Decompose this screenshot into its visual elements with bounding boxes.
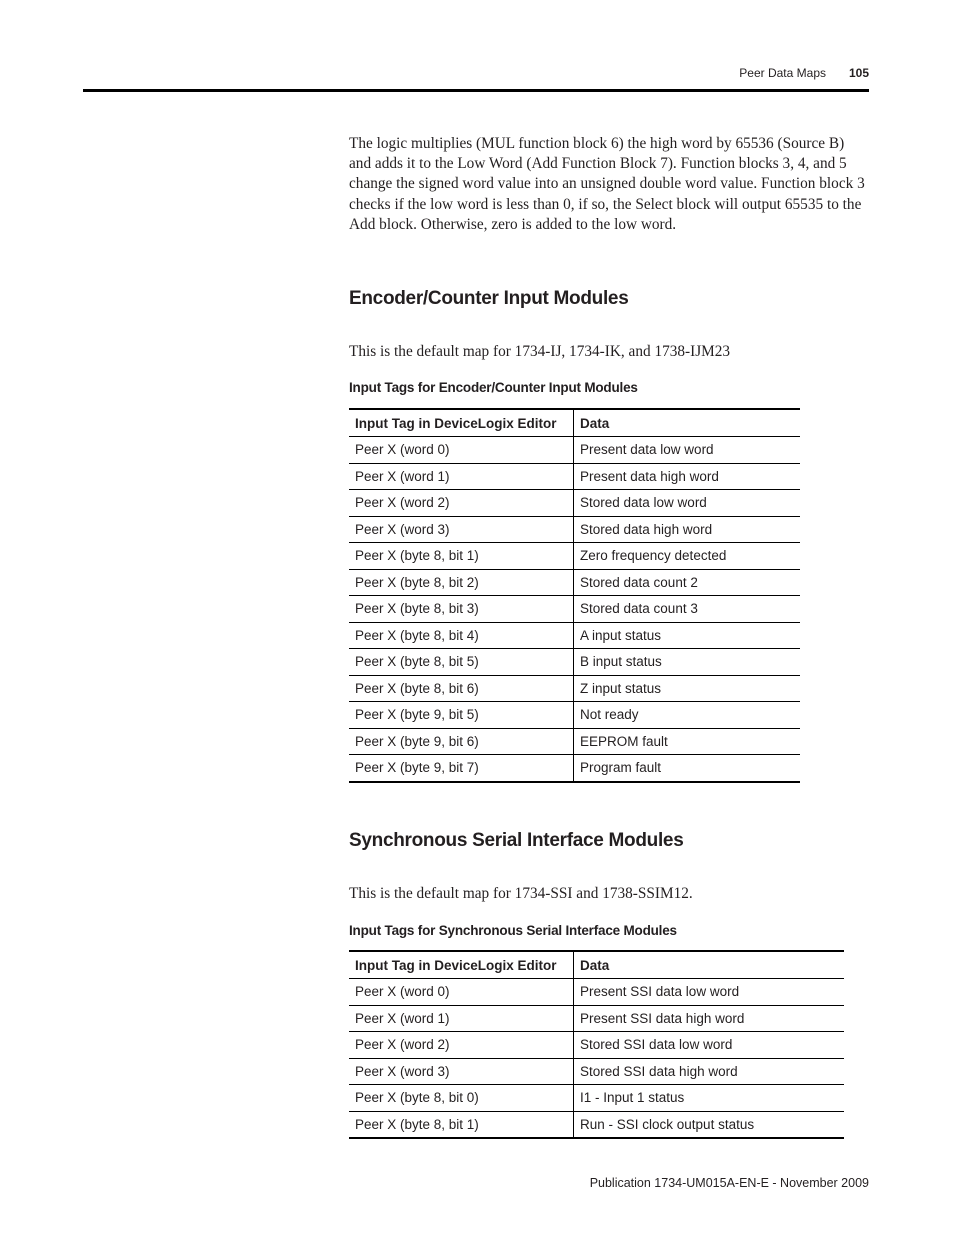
page-header — [83, 66, 869, 90]
table-row — [349, 1032, 844, 1059]
encoder-table — [349, 408, 800, 783]
data-cell: Z input status — [574, 675, 801, 702]
input-tag-cell: Peer X (word 3) — [349, 1058, 574, 1085]
table-row — [349, 596, 800, 623]
encoder-table-body — [349, 437, 800, 782]
data-cell: Program fault — [574, 755, 801, 782]
data-cell: B input status — [574, 649, 801, 676]
table-row — [349, 437, 800, 464]
table-row — [349, 516, 800, 543]
data-cell: Run - SSI clock output status — [574, 1111, 845, 1138]
data-cell: Stored data count 3 — [574, 596, 801, 623]
data-cell: Present SSI data high word — [574, 1005, 845, 1032]
data-cell: Present SSI data low word — [574, 979, 845, 1006]
table-row — [349, 728, 800, 755]
table-row — [349, 543, 800, 570]
encoder-table-wrap — [349, 408, 800, 783]
input-tag-cell: Peer X (word 3) — [349, 516, 574, 543]
input-tag-cell: Peer X (byte 8, bit 4) — [349, 622, 574, 649]
data-cell: Not ready — [574, 702, 801, 729]
table-row — [349, 463, 800, 490]
input-tag-cell: Peer X (byte 9, bit 7) — [349, 755, 574, 782]
table-row — [349, 1085, 844, 1112]
table-row — [349, 1058, 844, 1085]
input-tag-cell: Peer X (byte 9, bit 5) — [349, 702, 574, 729]
table-row — [349, 1005, 844, 1032]
data-cell: A input status — [574, 622, 801, 649]
ssi-table — [349, 950, 844, 1139]
data-cell: Zero frequency detected — [574, 543, 801, 570]
header-rule — [83, 89, 869, 92]
data-cell: Stored SSI data high word — [574, 1058, 845, 1085]
encoder-table-caption: Input Tags for Encoder/Counter Input Modules — [349, 380, 638, 395]
table-row — [349, 490, 800, 517]
ssi-table-wrap — [349, 950, 844, 1139]
column-header: Input Tag in DeviceLogix Editor — [349, 409, 574, 437]
input-tag-cell: Peer X (word 1) — [349, 1005, 574, 1032]
ssi-description-block — [349, 884, 869, 904]
ssi-description: This is the default map for 1734-SSI and 1738-SSIM12. — [349, 885, 693, 902]
table-row — [349, 755, 800, 782]
data-cell: Stored data low word — [574, 490, 801, 517]
encoder-heading: Encoder/Counter Input Modules — [349, 288, 629, 309]
table-row — [349, 979, 844, 1006]
ssi-heading: Synchronous Serial Interface Modules — [349, 830, 684, 851]
table-row — [349, 622, 800, 649]
data-cell: I1 - Input 1 status — [574, 1085, 845, 1112]
data-cell: Present data low word — [574, 437, 801, 464]
column-header: Data — [574, 951, 845, 979]
input-tag-cell: Peer X (byte 8, bit 6) — [349, 675, 574, 702]
table-row — [349, 1111, 844, 1138]
encoder-section — [349, 288, 869, 310]
table-row — [349, 675, 800, 702]
table-header-row — [349, 951, 844, 979]
input-tag-cell: Peer X (byte 8, bit 1) — [349, 543, 574, 570]
input-tag-cell: Peer X (word 0) — [349, 437, 574, 464]
section-title: Peer Data Maps — [739, 66, 826, 80]
input-tag-cell: Peer X (byte 8, bit 5) — [349, 649, 574, 676]
encoder-caption-block — [349, 380, 869, 395]
encoder-description: This is the default map for 1734-IJ, 1734-IK, and 1738-IJM23 — [349, 343, 731, 360]
input-tag-cell: Peer X (byte 8, bit 0) — [349, 1085, 574, 1112]
page-number: 105 — [848, 66, 869, 80]
table-row — [349, 702, 800, 729]
input-tag-cell: Peer X (byte 8, bit 1) — [349, 1111, 574, 1138]
data-cell: Stored data high word — [574, 516, 801, 543]
input-tag-cell: Peer X (word 2) — [349, 490, 574, 517]
input-tag-cell: Peer X (word 0) — [349, 979, 574, 1006]
footer-publication: Publication 1734-UM015A-EN-E - November 2009 — [589, 1176, 869, 1190]
encoder-description-block — [349, 342, 869, 362]
ssi-caption-block — [349, 923, 869, 938]
table-row — [349, 649, 800, 676]
input-tag-cell: Peer X (word 1) — [349, 463, 574, 490]
input-tag-cell: Peer X (byte 9, bit 6) — [349, 728, 574, 755]
table-header-row — [349, 409, 800, 437]
input-tag-cell: Peer X (word 2) — [349, 1032, 574, 1059]
column-header: Input Tag in DeviceLogix Editor — [349, 951, 574, 979]
ssi-table-body — [349, 979, 844, 1139]
input-tag-cell: Peer X (byte 8, bit 2) — [349, 569, 574, 596]
input-tag-cell: Peer X (byte 8, bit 3) — [349, 596, 574, 623]
table-row — [349, 569, 800, 596]
data-cell: Stored SSI data low word — [574, 1032, 845, 1059]
data-cell: EEPROM fault — [574, 728, 801, 755]
column-header: Data — [574, 409, 801, 437]
ssi-table-caption: Input Tags for Synchronous Serial Interface Modules — [349, 923, 677, 938]
ssi-section — [349, 830, 869, 852]
data-cell: Present data high word — [574, 463, 801, 490]
data-cell: Stored data count 2 — [574, 569, 801, 596]
intro-paragraph: The logic multiplies (MUL function block 6) the high word by 65536 (Source B) and adds it to the Low Word (Add Function Block 7). Function blocks 3, 4, and 5 change the signed word value into an unsigned double word value. Function block 3 checks if the low word is less than 0, if so, the Select block will output 65535 to the Add block. Otherwise, zero is added to the low word. — [349, 135, 865, 233]
intro-block — [349, 134, 869, 235]
